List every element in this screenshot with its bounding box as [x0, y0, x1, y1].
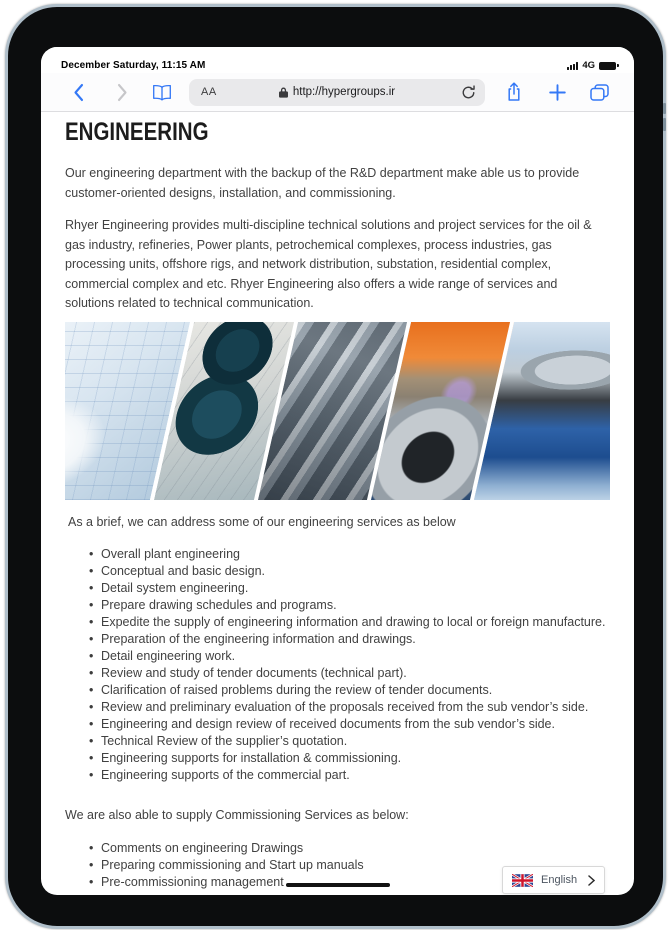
list-item: • Engineering supports for installation & commissioning. [89, 750, 610, 767]
tablet-screen [41, 47, 634, 895]
new-tab-button[interactable] [547, 80, 567, 104]
list-item: • Prepare drawing schedules and programs. [89, 597, 610, 614]
list-item: • Technical Review of the supplier’s quotation. [89, 733, 610, 750]
web-page-content [41, 112, 634, 891]
list-item: • Detail system engineering. [89, 580, 610, 597]
commissioning-intro: We are also able to supply Commissioning Services as below: [65, 808, 409, 822]
language-selector[interactable] [502, 866, 605, 894]
status-datetime: December Saturday, 11:15 AM [61, 60, 206, 71]
forward-chevron-icon [117, 83, 128, 102]
volume-up-button[interactable] [663, 103, 666, 114]
lock-icon [279, 87, 288, 98]
bookmarks-book-icon [152, 84, 172, 101]
tabs-overview-icon [590, 84, 609, 101]
uk-flag-icon [512, 874, 533, 887]
list-item: • Detail engineering work. [89, 648, 610, 665]
chevron-right-icon [588, 875, 595, 886]
address-bar[interactable] [189, 79, 485, 106]
reload-icon [461, 85, 476, 100]
browser-toolbar [41, 73, 634, 112]
bookmarks-button[interactable] [152, 80, 172, 104]
back-button[interactable] [68, 80, 88, 104]
services-intro: As a brief, we can address some of our engineering services as below [68, 514, 456, 529]
page-title: ENGINEERING [65, 118, 209, 146]
list-item: • Preparation of the engineering information and drawings. [89, 631, 610, 648]
list-item: • Engineering supports of the commercial part. [89, 767, 610, 784]
back-chevron-icon [73, 83, 84, 102]
network-type-label: 4G [582, 60, 595, 71]
list-item: • Conceptual and basic design. [89, 563, 610, 580]
status-bar [41, 47, 634, 73]
home-indicator[interactable] [286, 883, 390, 887]
list-item: • Comments on engineering Drawings [89, 840, 610, 857]
reader-options-button[interactable]: AA [201, 86, 217, 98]
intro-paragraph-1: Our engineering department with the backup of the R&D department make able us to provide customer-oriented designs, installation, and commissioning. [65, 166, 580, 200]
list-item: • Engineering and design review of received documents from the sub vendor’s side. [89, 716, 610, 733]
list-item: • Preparing commissioning and Start up manuals [89, 857, 610, 874]
reload-button[interactable] [461, 85, 476, 105]
engineering-services-list [89, 546, 610, 784]
forward-button[interactable] [112, 80, 132, 104]
tabs-button[interactable] [589, 80, 609, 104]
new-tab-plus-icon [549, 84, 566, 101]
share-icon [506, 82, 522, 102]
list-item: • Clarification of raised problems during the review of tender documents. [89, 682, 610, 699]
tablet-device-frame [5, 4, 666, 929]
cellular-signal-icon [567, 62, 578, 70]
battery-icon [599, 62, 616, 70]
volume-down-button[interactable] [663, 118, 666, 131]
list-item: • Expedite the supply of engineering information and drawing to local or foreign manufacture. [89, 614, 610, 631]
intro-paragraph-2: Rhyer Engineering provides multi-discipline technical solutions and project services for the oil & gas industry, refineries, Power plants, petrochemical complexes, process industries, gas processing units, offshore rigs, and network distribution, substation, residential complex, commercial complex and etc. Rhyer Engineering also offers a wide range of services and solutions related to technical communication. [65, 218, 592, 310]
engineering-collage-image [65, 322, 610, 500]
language-label: English [541, 874, 578, 886]
list-item: • Review and study of tender documents (technical part). [89, 665, 610, 682]
list-item: • Overall plant engineering [89, 546, 610, 563]
share-button[interactable] [504, 80, 524, 104]
url-text: http://hypergroups.ir [292, 86, 396, 98]
list-item: • Review and preliminary evaluation of the proposals received from the sub vendor’s side. [89, 699, 610, 716]
list-item: • Pre-commissioning management [89, 874, 610, 891]
